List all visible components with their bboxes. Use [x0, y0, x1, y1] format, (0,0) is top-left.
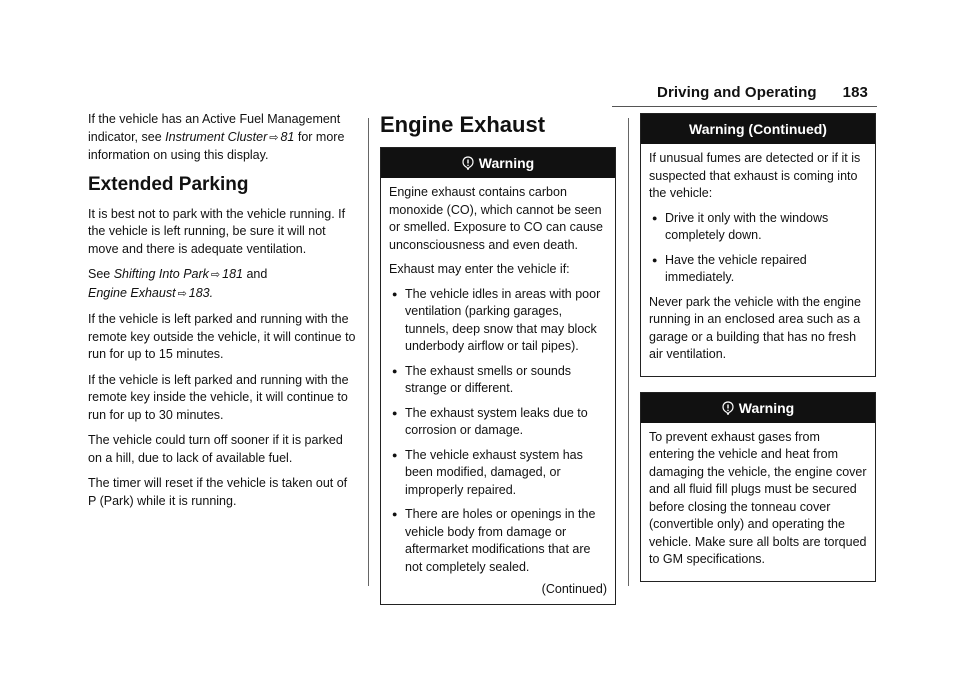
page-ref-icon: ⇨ [210, 269, 221, 281]
paragraph: Never park the vehicle with the engine running in an enclosed area such as a garage or a building that has no fresh air ventilation. [649, 294, 861, 361]
list-item: ● Have the vehicle repaired immediately. [649, 252, 867, 287]
column-divider-left [368, 118, 369, 586]
warning-box [380, 147, 616, 605]
warning-continued-header: Warning (Continued) [641, 114, 875, 144]
page-header [657, 84, 868, 101]
warning-header [381, 148, 615, 178]
paragraph: To prevent exhaust gases from entering the vehicle and heat from damaging the vehicle, the engine cover and all fluid fill plugs must be secured before closing the tonneau cover (convertible only) and operating the vehicle. Make sure all bolts are torqued to GM specifications. [649, 429, 867, 566]
list-item: ● The exhaust system leaks due to corrosion or damage. [389, 405, 607, 440]
warning-box-2 [640, 392, 876, 582]
list-item: ● There are holes or openings in the vehicle body from damage or aftermarket modifications that are not completely sealed. [389, 506, 607, 576]
afm-paragraph: If the vehicle has an Active Fuel Management indicator, see Instrument Cluster ⇨ 81 for more information on using this display. [88, 112, 345, 162]
paragraph: If unusual fumes are detected or if it is suspected that exhaust is coming into the vehicle: [649, 151, 861, 200]
paragraph: It is best not to park with the vehicle running. If the vehicle is left running, be sure it will not move and there is adequate ventilation. [88, 206, 346, 256]
link-instrument-cluster[interactable]: Instrument Cluster [165, 129, 268, 144]
list-item: ● The vehicle exhaust system has been modified, damaged, or improperly repaired. [389, 447, 607, 500]
warning-title: Warning [738, 399, 795, 416]
warning-icon [722, 401, 734, 415]
continued-label: (Continued) [541, 582, 607, 596]
warning-header [641, 393, 875, 423]
bullet-list [389, 286, 607, 577]
column-left [88, 111, 356, 518]
extended-parking-heading: Extended Parking [88, 173, 249, 195]
page-ref-icon: ⇨ [177, 287, 187, 300]
engine-exhaust-heading: Engine Exhaust [380, 112, 546, 137]
link-page-183[interactable]: 183 [188, 285, 210, 300]
warning-continued-body [641, 144, 875, 376]
warning-continued-box [640, 113, 876, 377]
paragraph: The timer will reset if the vehicle is taken out of P (Park) while it is running. [88, 476, 348, 508]
warning-title: Warning [478, 155, 535, 171]
bullet-list [649, 210, 867, 287]
link-page-81[interactable]: 81 [280, 129, 295, 144]
column-right [640, 113, 876, 582]
section-title: Driving and Operating [657, 84, 817, 101]
page-number: 183 [842, 84, 868, 101]
warning-body [641, 423, 875, 581]
paragraph: If the vehicle is left parked and running with the remote key outside the vehicle, it will continue to run for up to 15 minutes. [88, 312, 356, 361]
paragraph: Engine exhaust contains carbon monoxide (CO), which cannot be seen or smelled. Exposure to CO can cause unconsciousness and even death. [389, 185, 603, 252]
link-shifting-into-park[interactable]: Shifting Into Park [113, 267, 209, 281]
list-item: ● The vehicle idles in areas with poor ventilation (parking garages, tunnels, deep snow that may block underbody airflow or tail pipes). [389, 286, 607, 356]
see-also-paragraph: See Shifting Into Park ⇨ 181 and Engine Exhaust ⇨ 183. [88, 267, 268, 300]
list-item: ● Drive it only with the windows completely down. [649, 210, 867, 245]
column-divider-right [628, 118, 629, 586]
header-rule [612, 106, 877, 107]
link-engine-exhaust[interactable]: Engine Exhaust [88, 285, 176, 300]
link-page-181[interactable]: 181 [222, 267, 243, 281]
paragraph: Exhaust may enter the vehicle if: [389, 262, 570, 276]
page-ref-icon: ⇨ [269, 131, 279, 144]
warning-icon [462, 156, 474, 170]
paragraph: If the vehicle is left parked and running with the remote key inside the vehicle, it will continue to run for up to 30 minutes. [88, 372, 349, 422]
column-middle [380, 111, 616, 605]
paragraph: The vehicle could turn off sooner if it is parked on a hill, due to lack of available fuel. [88, 433, 343, 465]
warning-body [381, 178, 615, 604]
list-item: ● The exhaust smells or sounds strange or different. [389, 363, 607, 398]
